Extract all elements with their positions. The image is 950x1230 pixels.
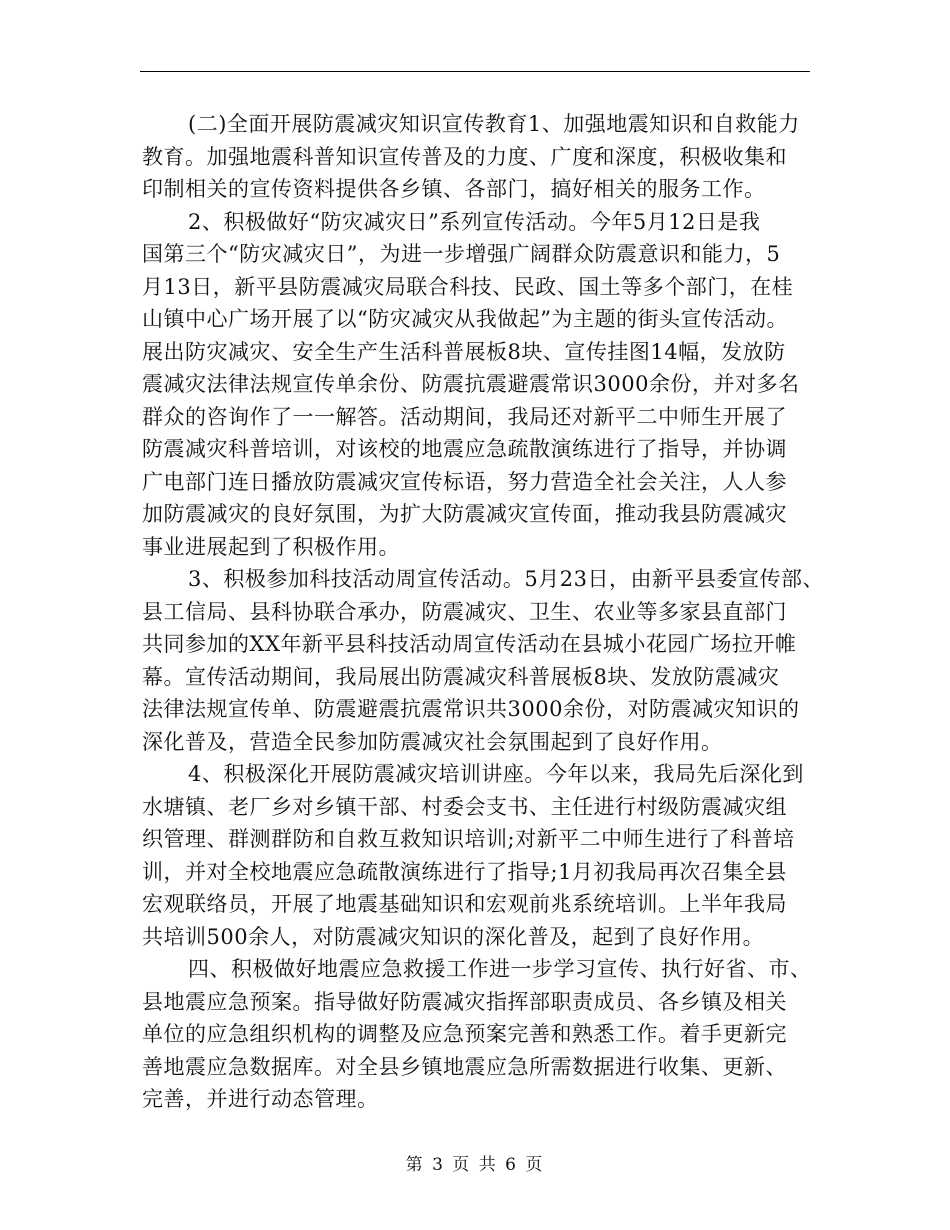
text-line: 防震减灾科普培训，对该校的地震应急疏散演练进行了指导，并协调	[142, 437, 787, 461]
text-line: (二)全面开展防震减灾知识宣传教育1、加强地震知识和自救能力	[188, 112, 800, 136]
text-line: 事业进展起到了积极作用。	[142, 535, 400, 559]
text-line: 震减灾法律法规宣传单余份、防震抗震避震常识3000余份，并对多名	[142, 372, 800, 396]
text-line: 印制相关的宣传资料提供各乡镇、各部门，搞好相关的服务工作。	[142, 177, 766, 201]
page-number-footer: 第 3 页 共 6 页	[405, 1155, 545, 1175]
text-line: 4、积极深化开展防震减灾培训讲座。今年以来，我局先后深化到	[188, 762, 804, 786]
text-line: 展出防灾减灾、安全生产生活科普展板8块、宣传挂图14幅，发放防	[142, 340, 786, 364]
text-line: 完善，并进行动态管理。	[142, 1087, 379, 1111]
text-line: 月13日，新平县防震减灾局联合科技、民政、国土等多个部门，在桂	[142, 275, 794, 299]
text-line: 广电部门连日播放防震减灾宣传标语，努力营造全社会关注，人人参	[142, 470, 787, 494]
text-line: 宏观联络员，开展了地震基础知识和宏观前兆系统培训。上半年我局	[142, 892, 787, 916]
text-line: 县工信局、县科协联合承办，防震减灾、卫生、农业等多家县直部门	[142, 600, 787, 624]
text-line: 四、积极做好地震应急救援工作进一步学习宣传、执行好省、市、	[188, 957, 812, 981]
text-line: 深化普及，营造全民参加防震减灾社会氛围起到了良好作用。	[142, 730, 723, 754]
text-line: 幕。宣传活动期间，我局展出防震减灾科普展板8块、发放防震减灾	[142, 665, 780, 689]
text-line: 县地震应急预案。指导做好防震减灾指挥部职责成员、各乡镇及相关	[142, 990, 787, 1014]
text-line: 共培训500余人，对防震减灾知识的深化普及，起到了良好作用。	[142, 925, 765, 949]
text-line: 3、积极参加科技活动周宣传活动。5月23日，由新平县委宣传部、	[188, 567, 824, 591]
text-line: 加防震减灾的良好氛围，为扩大防震减灾宣传面，推动我县防震减灾	[142, 502, 787, 526]
text-line: 教育。加强地震科普知识宣传普及的力度、广度和深度，积极收集和	[142, 145, 787, 169]
text-line: 国第三个“防灾减灾日”，为进一步增强广阔群众防震意识和能力，5	[142, 242, 781, 266]
text-line: 单位的应急组织机构的调整及应急预案完善和熟悉工作。着手更新完	[142, 1022, 787, 1046]
text-line: 训，并对全校地震应急疏散演练进行了指导;1月初我局再次召集全县	[142, 860, 787, 884]
text-line: 共同参加的XX年新平县科技活动周宣传活动在县城小花园广场拉开帷	[142, 632, 797, 656]
text-line: 2、积极做好“防灾减灾日”系列宣传活动。今年5月12日是我	[188, 210, 761, 234]
text-line: 水塘镇、老厂乡对乡镇干部、村委会支书、主任进行村级防震减灾组	[142, 795, 787, 819]
text-line: 善地震应急数据库。对全县乡镇地震应急所需数据进行收集、更新、	[142, 1055, 787, 1079]
text-line: 山镇中心广场开展了以“防灾减灾从我做起”为主题的街头宣传活动。	[142, 307, 788, 331]
text-line: 群众的咨询作了一一解答。活动期间，我局还对新平二中师生开展了	[142, 405, 787, 429]
text-line: 法律法规宣传单、防震避震抗震常识共3000余份，对防震减灾知识的	[142, 697, 800, 721]
text-line: 织管理、群测群防和自救互救知识培训;对新平二中师生进行了科普培	[142, 827, 795, 851]
